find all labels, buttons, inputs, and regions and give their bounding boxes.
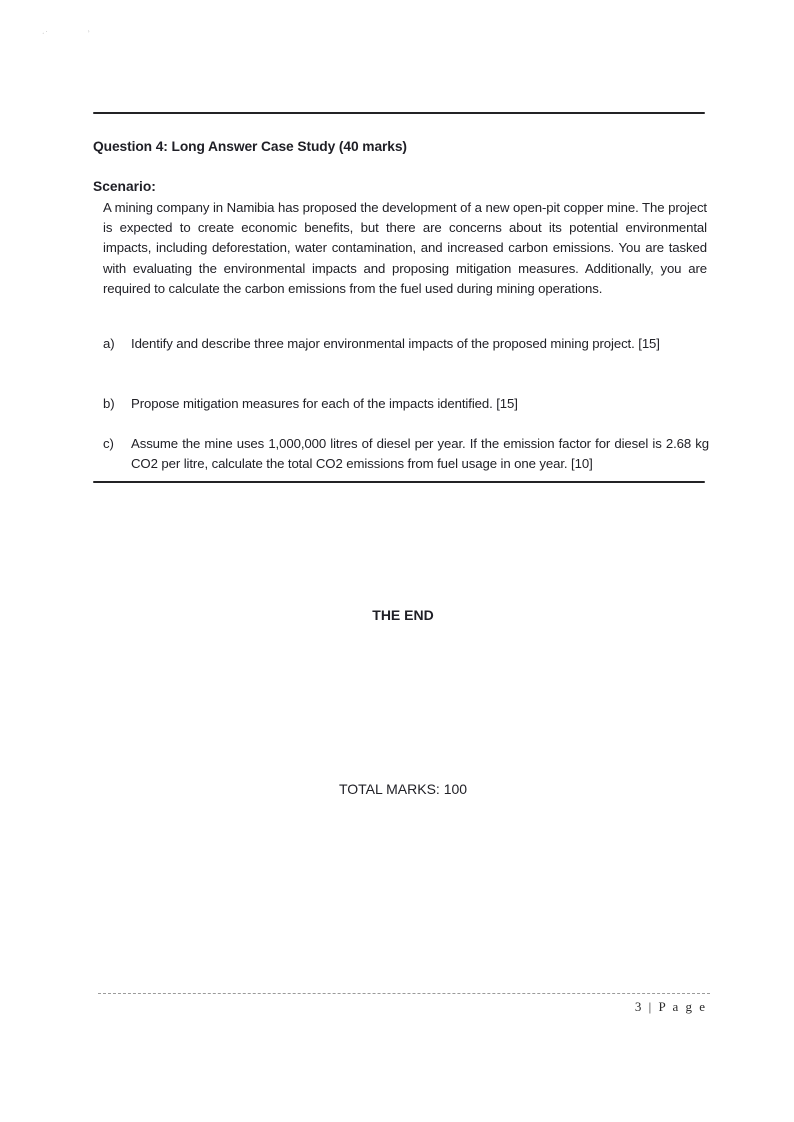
question-item-b	[103, 394, 709, 414]
scan-artifact: ·˙	[41, 29, 49, 39]
scenario-label: Scenario:	[93, 179, 156, 194]
scenario-paragraph: A mining company in Namibia has proposed the development of a new open-pit copper mine. The project is expected to create economic benefits, but there are concerns about its potential environmental impacts, including deforestation, water contamination, and increased carbon emissions. You are tasked with evaluating the environmental impacts and proposing mitigation measures. Additionally, you are required to calculate the carbon emissions from the fuel used during mining operations.	[103, 200, 707, 296]
question-item-c	[103, 434, 709, 474]
the-end-label: THE END	[372, 607, 434, 623]
top-horizontal-rule	[93, 112, 705, 114]
question-heading: Question 4: Long Answer Case Study (40 marks)	[93, 139, 407, 154]
question-text-b: Propose mitigation measures for each of the impacts identified. [15]	[131, 396, 518, 411]
question-marker-c: c)	[103, 436, 114, 451]
footer-page-number: 3 | P a g e	[634, 999, 707, 1014]
question-text-a: Identify and describe three major environmental impacts of the proposed mining project. [15]	[131, 336, 660, 351]
scan-artifact: ˒	[87, 27, 91, 37]
footer-rule	[98, 993, 710, 994]
question-marker-b: b)	[103, 396, 115, 411]
question-item-a	[103, 334, 709, 354]
total-marks-label: TOTAL MARKS: 100	[338, 781, 468, 797]
bottom-horizontal-rule	[93, 481, 705, 483]
question-text-c: Assume the mine uses 1,000,000 litres of diesel per year. If the emission factor for diesel is 2.68 kg CO2 per litre, calculate the total CO2 emissions from fuel usage in one year. [10]	[131, 436, 709, 472]
question-marker-a: a)	[103, 336, 115, 351]
